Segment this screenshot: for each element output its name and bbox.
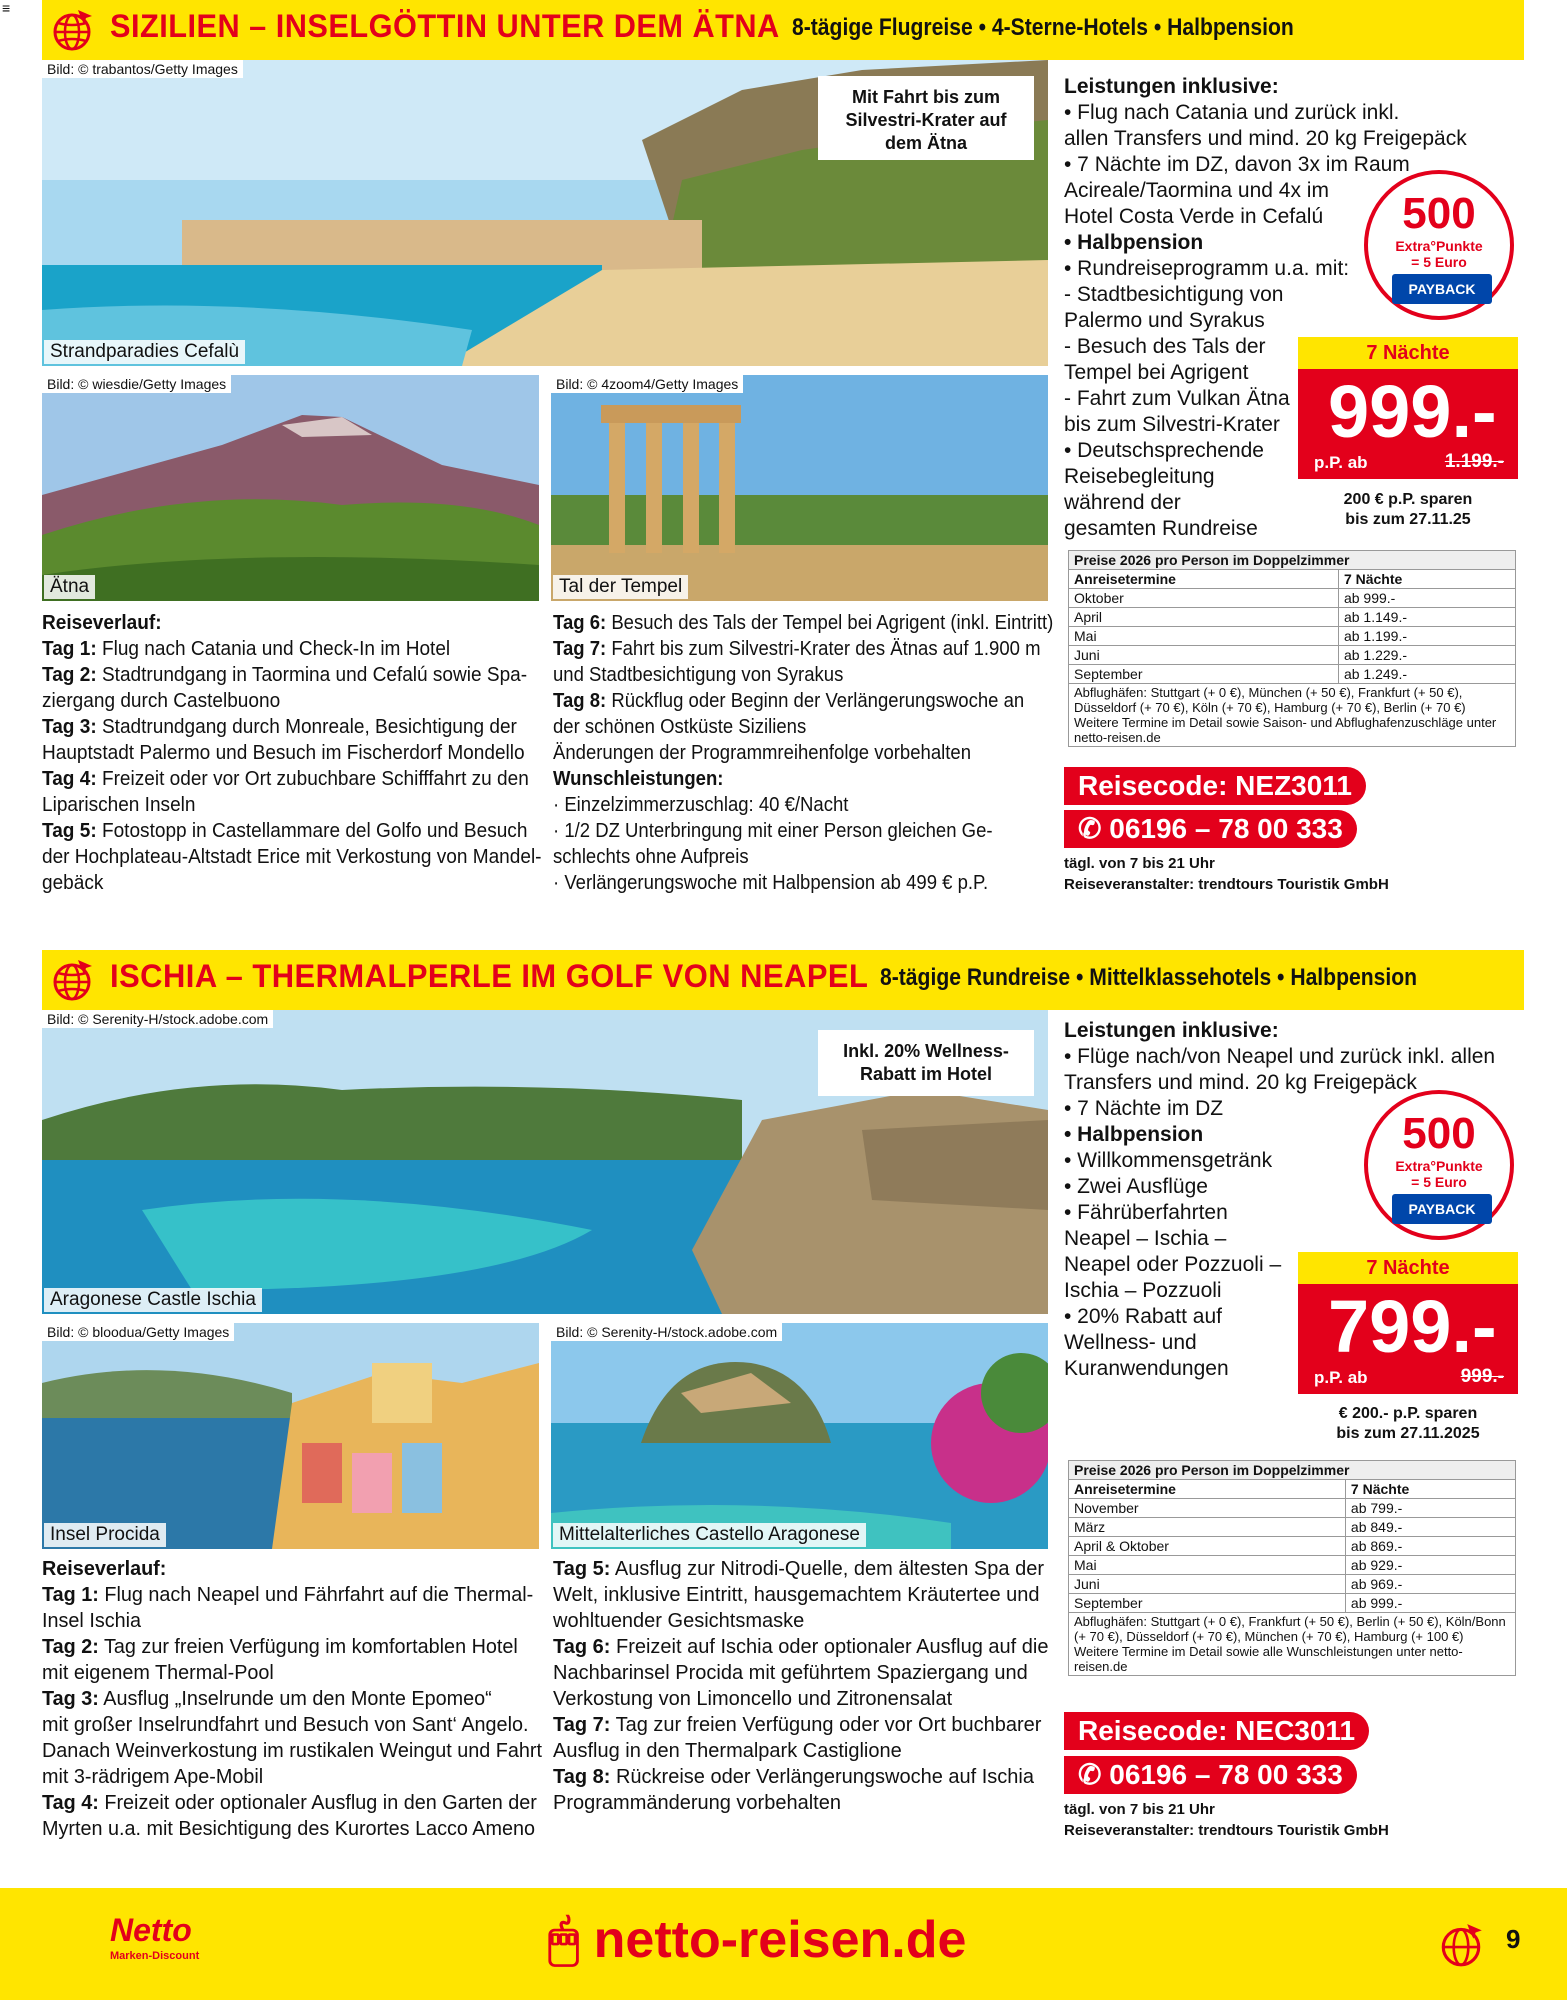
table-cell-price: ab 1.149.- (1338, 608, 1515, 627)
text-line: · Verlängerungswoche mit Halbpension ab 499 € p.P. (553, 872, 989, 894)
text-line: Tag 7: Tag zur freien Verfügung oder vor Ort buchbarer (553, 1714, 1042, 1736)
offer1-callout-line: Mit Fahrt bis zum (852, 87, 1000, 107)
offer1-temple-credit: Bild: © 4zoom4/Getty Images (551, 375, 743, 393)
offer2-itinerary-col2 (553, 1556, 1053, 1816)
table-row (1069, 589, 1516, 608)
text-line: schlechts ohne Aufpreis (553, 846, 749, 868)
text-line: Tag 6: Besuch des Tals der Tempel bei Agrigent (inkl. Eintritt) (553, 612, 1054, 634)
text-line: allen Transfers und mind. 20 kg Freigepäck (1064, 127, 1467, 150)
offer1-main-credit: Bild: © trabantos/Getty Images (42, 60, 243, 78)
text-line: - Stadtbesichtigung von (1064, 283, 1284, 306)
table-cell-date: Juni (1069, 646, 1339, 665)
offer1-callout-line: dem Ätna (884, 133, 967, 153)
table-title: Preise 2026 pro Person im Doppelzimmer (1069, 551, 1516, 570)
offer2-save-line: € 200.- p.P. sparen (1338, 1405, 1478, 1422)
phone-icon: ✆ (1078, 813, 1110, 844)
table-cell-date: Juni (1069, 1575, 1346, 1594)
text-line: • Zwei Ausflüge (1064, 1175, 1208, 1198)
payback-points: 500 (1402, 1109, 1476, 1158)
offer2-phone[interactable] (1064, 1756, 1357, 1794)
text-line: • Willkommensgetränk (1064, 1149, 1273, 1172)
offer2-save-line: bis zum 27.11.2025 (1336, 1425, 1480, 1442)
table-cell-price: ab 849.- (1345, 1518, 1515, 1537)
text-line: Änderungen der Programmreihenfolge vorbehalten (553, 742, 972, 764)
text-line: Palermo und Syrakus (1064, 309, 1265, 332)
offer1-phone-number[interactable]: 06196 – 78 00 333 (1109, 813, 1343, 844)
corner-mark: ≡ (2, 0, 11, 16)
footer (0, 1888, 1567, 2000)
table-cell-price: ab 999.- (1345, 1594, 1515, 1613)
text-line: Insel Ischia (42, 1610, 142, 1632)
text-line: Tag 3: Stadtrundgang durch Monreale, Besichtigung der (42, 716, 517, 738)
offer2-price: 799.- (1328, 1285, 1497, 1368)
offer2-title: ISCHIA – THERMALPERLE IM GOLF VON NEAPEL (110, 958, 869, 994)
offer1-etna-photo (42, 375, 539, 601)
text-line: Hotel Costa Verde in Cefalú (1064, 205, 1324, 228)
offer2-itinerary-heading: Reiseverlauf: (42, 1558, 167, 1580)
text-line: Tempel bei Agrigent (1064, 361, 1249, 384)
offer2-main-credit: Bild: © Serenity-H/stock.adobe.com (42, 1010, 273, 1028)
globe-plane-icon (48, 6, 96, 54)
offer2-procida-photo (42, 1323, 539, 1549)
text-line: Hauptstadt Palermo und Besuch im Fischerdorf Mondello (42, 742, 525, 764)
globe-plane-icon (48, 956, 96, 1004)
text-line: • Rundreiseprogramm u.a. mit: (1064, 257, 1350, 280)
text-line: gesamten Rundreise (1064, 517, 1258, 540)
offer2-main-caption: Aragonese Castle Ischia (44, 1288, 262, 1312)
netto-logo-text: Netto (110, 1912, 192, 1948)
payback-extra: Extra°Punkte = 5 Euro (1395, 1158, 1483, 1190)
offer2-callout-line: Inkl. 20% Wellness- (843, 1041, 1009, 1061)
table-cell-price: ab 1.249.- (1338, 665, 1515, 684)
table-row (1069, 1556, 1516, 1575)
text-line: mit großer Inselrundfahrt und Besuch von Sant‘ Angelo. (42, 1714, 529, 1736)
table-title: Preise 2026 pro Person im Doppelzimmer (1069, 1461, 1516, 1480)
table-row (1069, 1594, 1516, 1613)
offer2-castello-photo (551, 1323, 1048, 1549)
table-row (1069, 627, 1516, 646)
offer1-main-caption: Strandparadies Cefalù (44, 340, 245, 364)
text-line: Tag 6: Freizeit auf Ischia oder optionaler Ausflug auf die (553, 1636, 1049, 1658)
table-cell-price: ab 1.229.- (1338, 646, 1515, 665)
text-line: mit 3-rädrigem Ape-Mobil (42, 1766, 264, 1788)
offer2-save-note (1298, 1404, 1518, 1444)
offer1-phone[interactable] (1064, 810, 1357, 848)
offer1-payback-badge (1364, 170, 1514, 320)
offer1-header (42, 0, 1524, 60)
text-line: • Flüge nach/von Neapel und zurück inkl. allen (1064, 1045, 1496, 1068)
offer2-payback-badge (1364, 1090, 1514, 1240)
text-line: • Halbpension (1064, 1123, 1204, 1146)
text-line: der Hochplateau-Altstadt Erice mit Verkostung von Mandel- (42, 846, 542, 868)
offer2-castello-caption: Mittelalterliches Castello Aragonese (553, 1523, 866, 1547)
netto-logo[interactable] (110, 1910, 230, 1974)
offer1-price: 999.- (1328, 370, 1497, 453)
table-cell-date: September (1069, 1594, 1346, 1613)
text-line: bis zum Silvestri-Krater (1064, 413, 1280, 436)
text-line: Neapel oder Pozzuoli – (1064, 1253, 1282, 1276)
offer1-temple-photo (551, 375, 1048, 601)
text-line: Verkostung von Limoncello und Zitronensalat (553, 1688, 953, 1710)
text-line: Liparischen Inseln (42, 794, 196, 816)
payback-logo: PAYBACK (1392, 274, 1492, 304)
table-cell-date: Mai (1069, 627, 1339, 646)
offer2-pp-label: p.P. ab (1314, 1368, 1368, 1387)
table-head-nights: 7 Nächte (1338, 570, 1515, 589)
offer1-operator: Reiseveranstalter: trendtours Touristik GmbH (1064, 876, 1389, 893)
netto-logo-tag: Marken-Discount (110, 1950, 200, 1962)
table-row (1069, 1518, 1516, 1537)
offer1-subtitle: 8-tägige Flugreise • 4-Sterne-Hotels • Halbpension (792, 14, 1294, 41)
website-link[interactable] (548, 1910, 966, 1971)
payback-points: 500 (1402, 189, 1476, 238)
offer2-old-price: 999.- (1460, 1366, 1504, 1387)
offer2-header (42, 950, 1524, 1010)
offer1-nights: 7 Nächte (1298, 337, 1518, 369)
text-line: - Fahrt zum Vulkan Ätna (1064, 387, 1290, 410)
mouse-icon: 🖱 (548, 1911, 594, 1969)
table-cell-date: April (1069, 608, 1339, 627)
table-row (1069, 608, 1516, 627)
page-number: 9 (1506, 1924, 1521, 1954)
text-line: Tag 4: Freizeit oder vor Ort zubuchbare Schifffahrt zu den (42, 768, 529, 790)
offer1-save-line: 200 € p.P. sparen (1343, 491, 1473, 508)
offer1-temple-caption: Tal der Tempel (553, 575, 688, 599)
text-line: Tag 3: Ausflug „Inselrunde um den Monte Epomeo“ (42, 1688, 492, 1710)
table-cell-date: März (1069, 1518, 1346, 1537)
text-line: mit eigenem Thermal-Pool (42, 1662, 274, 1684)
text-line: • Flug nach Catania und zurück inkl. (1064, 101, 1400, 124)
text-line: wohltuender Gesichtsmaske (553, 1610, 805, 1632)
offer1-services-heading: Leistungen inklusive: (1064, 75, 1279, 98)
offer1-old-price: 1.199.- (1444, 451, 1504, 472)
offer2-callout-line: Rabatt im Hotel (859, 1064, 992, 1084)
text-line: Kuranwendungen (1064, 1357, 1229, 1380)
text-line: Danach Weinverkostung im rustikalen Weingut und Fahrt (42, 1740, 543, 1762)
text-line: Tag 2: Tag zur freien Verfügung im komfortablen Hotel (42, 1636, 518, 1658)
text-line: Tag 1: Flug nach Neapel und Fährfahrt auf die Thermal- (42, 1584, 534, 1606)
offer2-procida-credit: Bild: © bloodua/Getty Images (42, 1323, 234, 1341)
offer1-etna-credit: Bild: © wiesdie/Getty Images (42, 375, 231, 393)
payback-logo: PAYBACK (1392, 1194, 1492, 1224)
table-cell-price: ab 929.- (1345, 1556, 1515, 1575)
offer2-nights: 7 Nächte (1298, 1252, 1518, 1284)
text-line: und Stadtbesichtigung von Syrakus (553, 664, 844, 686)
text-line: Reisebegleitung (1064, 465, 1215, 488)
offer1-itinerary-col2 (553, 610, 1054, 896)
text-line: ziergang durch Castelbuono (42, 690, 281, 712)
payback-extra: Extra°Punkte = 5 Euro (1395, 238, 1483, 270)
offer1-callout (818, 76, 1034, 160)
text-line: Tag 1: Flug nach Catania und Check-In im Hotel (42, 638, 451, 660)
offer1-price-table (1068, 550, 1516, 747)
offer1-callout-line: Silvestri-Krater auf (845, 110, 1007, 130)
text-line: · Einzelzimmerzuschlag: 40 €/Nacht (553, 794, 849, 816)
offer1-save-note (1298, 490, 1518, 530)
text-line: • Fährüberfahrten (1064, 1201, 1228, 1224)
website-url[interactable]: netto-reisen.de (593, 1911, 967, 1969)
text-line: Tag 8: Rückreise oder Verlängerungswoche auf Ischia (553, 1766, 1034, 1788)
text-line: Tag 8: Rückflug oder Beginn der Verlängerungswoche an (553, 690, 1025, 712)
table-row (1069, 646, 1516, 665)
text-line: gebäck (42, 872, 104, 894)
table-row (1069, 1499, 1516, 1518)
text-line: Tag 5: Ausflug zur Nitrodi-Quelle, dem ältesten Spa der (553, 1558, 1044, 1580)
table-note: Abflughäfen: Stuttgart (+ 0 €), München (+ 50 €), Frankfurt (+ 50 €), Düsseldorf (+ 70 €), Köln (+ 70 €), Hamburg (+ 70 €), Berlin (+ 70 €) Weitere Termine im Detail sowie Saison- und Abflughafenzuschläge unter netto-reisen.de (1069, 684, 1516, 747)
table-row (1069, 1575, 1516, 1594)
offer1-travel-code: Reisecode: NEZ3011 (1064, 767, 1366, 805)
table-cell-price: ab 1.199.- (1338, 627, 1515, 646)
offer1-itinerary-heading: Reiseverlauf: (42, 612, 162, 634)
offer2-phone-number[interactable]: 06196 – 78 00 333 (1109, 1759, 1343, 1790)
offer2-callout (818, 1030, 1034, 1096)
text-line: • 7 Nächte im DZ, davon 3x im Raum (1064, 153, 1410, 176)
offer2-price-table (1068, 1460, 1516, 1676)
text-line: Programmänderung vorbehalten (553, 1792, 841, 1814)
table-note: Abflughäfen: Stuttgart (+ 0 €), Frankfurt (+ 50 €), Berlin (+ 50 €), Köln/Bonn (+ 70 €), Düsseldorf (+ 70 €), München (+ 70 €), Hamburg (+ 100 €) Weitere Termine im Detail sowie alle Wunschleistungen unter netto-reisen.de (1069, 1613, 1516, 1676)
text-line: Tag 5: Fotostopp in Castellammare del Golfo und Besuch (42, 820, 528, 842)
offer1-itinerary-col1 (42, 610, 542, 896)
offer1-etna-caption: Ätna (44, 575, 95, 599)
text-line: • 20% Rabatt auf (1064, 1305, 1222, 1328)
text-line: Transfers und mind. 20 kg Freigepäck (1064, 1071, 1417, 1094)
text-line: Welt, inklusive Eintritt, hausgemachtem Kräutertee und (553, 1584, 1040, 1606)
offer2-services-heading: Leistungen inklusive: (1064, 1019, 1279, 1042)
offer1-title: SIZILIEN – INSELGÖTTIN UNTER DEM ÄTNA (110, 8, 780, 44)
offer2-hours: tägl. von 7 bis 21 Uhr (1064, 1801, 1215, 1818)
offer2-castello-credit: Bild: © Serenity-H/stock.adobe.com (551, 1323, 782, 1341)
text-line: · 1/2 DZ Unterbringung mit einer Person gleichen Ge- (553, 820, 993, 842)
table-cell-price: ab 799.- (1345, 1499, 1515, 1518)
table-head-nights: 7 Nächte (1345, 1480, 1515, 1499)
offer2-travel-code: Reisecode: NEC3011 (1064, 1712, 1369, 1750)
text-line: Wunschleistungen: (553, 768, 724, 790)
text-line: Ausflug in den Thermalpark Castiglione (553, 1740, 902, 1762)
offer2-procida-caption: Insel Procida (44, 1523, 166, 1547)
table-row (1069, 1537, 1516, 1556)
text-line: Wellness- und (1064, 1331, 1197, 1354)
text-line: Tag 7: Fahrt bis zum Silvestri-Krater des Ätnas auf 1.900 m (553, 638, 1041, 660)
text-line: • Deutschsprechende (1064, 439, 1264, 462)
offer1-save-line: bis zum 27.11.25 (1345, 511, 1471, 528)
offer2-subtitle: 8-tägige Rundreise • Mittelklassehotels • Halbpension (880, 964, 1418, 991)
table-cell-price: ab 969.- (1345, 1575, 1515, 1594)
text-line: Myrten u.a. mit Besichtigung des Kurortes Lacco Ameno (42, 1818, 536, 1840)
text-line: Tag 4: Freizeit oder optionaler Ausflug in den Garten der (42, 1792, 537, 1814)
offer2-price-box (1298, 1252, 1518, 1394)
text-line: Tag 2: Stadtrundgang in Taormina und Cefalú sowie Spa- (42, 664, 528, 686)
table-cell-date: April & Oktober (1069, 1537, 1346, 1556)
text-line: der schönen Ostküste Siziliens (553, 716, 807, 738)
table-row (1069, 665, 1516, 684)
phone-icon: ✆ (1078, 1759, 1110, 1790)
table-cell-date: Mai (1069, 1556, 1346, 1575)
table-head-dates: Anreisetermine (1069, 1480, 1346, 1499)
table-cell-date: Oktober (1069, 589, 1339, 608)
text-line: Acireale/Taormina und 4x im (1064, 179, 1329, 202)
offer1-pp-label: p.P. ab (1314, 453, 1368, 472)
table-cell-price: ab 999.- (1338, 589, 1515, 608)
table-cell-price: ab 869.- (1345, 1537, 1515, 1556)
text-line: • 7 Nächte im DZ (1064, 1097, 1224, 1120)
table-cell-date: September (1069, 665, 1339, 684)
text-line: Nachbarinsel Procida mit geführtem Spaziergang und (553, 1662, 1028, 1684)
table-head-dates: Anreisetermine (1069, 570, 1339, 589)
text-line: Ischia – Pozzuoli (1064, 1279, 1222, 1302)
text-line: Neapel – Ischia – (1064, 1227, 1227, 1250)
offer2-itinerary-col1 (42, 1556, 543, 1842)
offer2-operator: Reiseveranstalter: trendtours Touristik GmbH (1064, 1822, 1389, 1839)
offer1-price-box (1298, 337, 1518, 479)
text-line: während der (1064, 491, 1181, 514)
globe-plane-icon (1436, 1920, 1486, 1970)
text-line: • Halbpension (1064, 231, 1204, 254)
table-cell-date: November (1069, 1499, 1346, 1518)
text-line: - Besuch des Tals der (1064, 335, 1266, 358)
offer1-hours: tägl. von 7 bis 21 Uhr (1064, 855, 1215, 872)
